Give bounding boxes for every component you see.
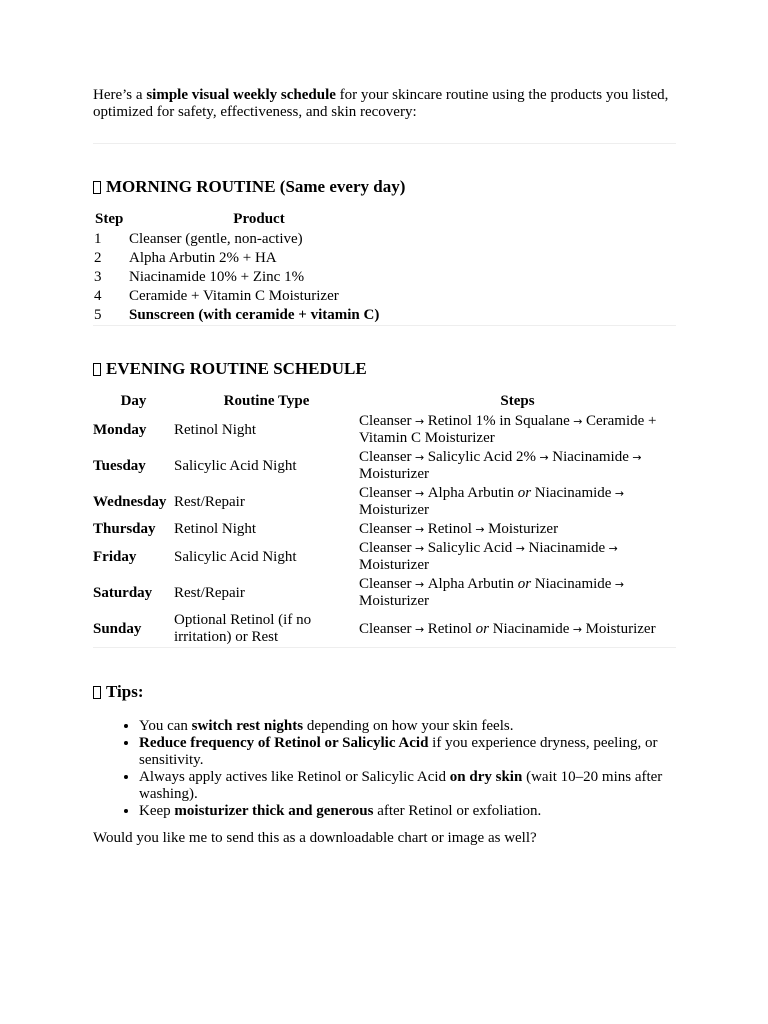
- bold-text: Reduce frequency of Retinol or Salicylic Acid: [139, 735, 429, 751]
- italic-text: or: [475, 620, 489, 637]
- morning-table: [93, 211, 389, 325]
- text-run: Niacinamide: [488, 620, 570, 637]
- text-run: Moisturizer: [359, 466, 429, 482]
- text-run: Cleanser: [359, 449, 412, 465]
- text-run: Moisturizer: [585, 620, 656, 637]
- tips-heading: [93, 682, 676, 702]
- arrow-icon: →: [411, 578, 428, 591]
- text-run: if you experience dryness, peeling, or sensitivity.: [139, 735, 658, 768]
- italic-text: or: [517, 576, 532, 592]
- table-row: [93, 268, 389, 287]
- routine-type: Rest/Repair: [174, 584, 245, 601]
- arrow-icon: →: [411, 542, 428, 555]
- text-run: Retinol: [427, 521, 472, 537]
- day-name: Sunday: [93, 620, 142, 637]
- table-row: [93, 484, 676, 520]
- routine-steps: [359, 520, 676, 539]
- arrow-icon: →: [569, 415, 586, 428]
- table-row: [93, 575, 676, 611]
- arrow-icon: →: [611, 578, 625, 591]
- text-run: Salicylic Acid: [427, 540, 513, 556]
- divider: [93, 647, 676, 648]
- list-item: [139, 718, 676, 735]
- text-run: Cleanser: [359, 540, 412, 556]
- intro-post: for your skincare routine using the products you listed, optimized for safety, effectiveness, and skin recovery:: [93, 87, 669, 120]
- text-run: Cleanser: [359, 485, 412, 501]
- text-run: Cleanser: [359, 576, 412, 592]
- intro-paragraph: [93, 87, 676, 121]
- step-number: 4: [94, 288, 102, 304]
- text-run: Niacinamide: [552, 449, 629, 465]
- missing-glyph-icon: [93, 686, 101, 699]
- arrow-icon: →: [471, 523, 489, 536]
- arrow-icon: →: [512, 542, 529, 555]
- text-run: Moisturizer: [359, 593, 429, 609]
- routine-steps: [359, 539, 676, 575]
- text-run: depending on how your skin feels.: [303, 718, 514, 734]
- intro-bold: simple visual weekly schedule: [146, 87, 336, 103]
- day-name: Monday: [93, 421, 147, 438]
- arrow-icon: →: [411, 451, 428, 464]
- text-run: Niacinamide: [531, 576, 612, 592]
- table-row: [93, 306, 389, 325]
- table-row: [93, 611, 676, 647]
- table-row: [93, 287, 389, 306]
- header-routine-type: Routine Type: [223, 393, 310, 409]
- routine-type: Rest/Repair: [174, 493, 245, 510]
- table-header-row: [93, 393, 676, 412]
- header-day: Day: [120, 393, 147, 409]
- tips-list: [93, 718, 676, 820]
- text-run: Alpha Arbutin: [427, 576, 518, 592]
- arrow-icon: →: [411, 622, 428, 636]
- day-name: Thursday: [93, 521, 156, 537]
- closing-paragraph: Would you like me to send this as a downloadable chart or image as well?: [93, 830, 537, 846]
- text-run: Salicylic Acid 2%: [427, 449, 537, 465]
- arrow-icon: →: [536, 451, 553, 464]
- product-name: Niacinamide 10% + Zinc 1%: [129, 269, 305, 285]
- text-run: Moisturizer: [488, 521, 559, 537]
- bold-text: on dry skin: [449, 769, 523, 785]
- missing-glyph-icon: [93, 363, 101, 376]
- table-row: [93, 249, 389, 268]
- divider: [93, 325, 676, 326]
- evening-heading: [93, 359, 676, 379]
- header-steps: Steps: [500, 393, 535, 409]
- italic-text: or: [517, 485, 532, 501]
- arrow-icon: →: [628, 451, 642, 464]
- routine-type: Optional Retinol (if no irritation) or Rest: [174, 612, 312, 645]
- table-row: [93, 230, 389, 249]
- text-run: Retinol 1% in Squalane: [427, 413, 570, 429]
- step-number: 1: [94, 231, 102, 247]
- arrow-icon: →: [411, 487, 428, 500]
- routine-type: Retinol Night: [174, 421, 257, 438]
- morning-heading: [93, 177, 676, 197]
- day-name: Wednesday: [93, 493, 167, 510]
- routine-type: Salicylic Acid Night: [174, 457, 297, 474]
- routine-type: Retinol Night: [174, 521, 257, 537]
- day-name: Saturday: [93, 584, 153, 601]
- list-item: [139, 735, 676, 769]
- text-run: You can: [139, 718, 192, 734]
- text-run: Ceramide + Vitamin C Moisturizer: [359, 413, 657, 446]
- routine-steps: [359, 448, 676, 484]
- arrow-icon: →: [569, 622, 586, 636]
- step-number: 5: [94, 307, 102, 323]
- step-number: 3: [94, 269, 102, 285]
- missing-glyph-icon: [93, 181, 101, 194]
- arrow-icon: →: [611, 487, 625, 500]
- document: [93, 87, 676, 847]
- routine-type: Salicylic Acid Night: [174, 548, 297, 565]
- product-name: Cleanser (gentle, non-active): [129, 231, 303, 247]
- tips-title: Tips:: [106, 682, 144, 701]
- divider: [93, 143, 676, 144]
- routine-steps: [359, 484, 676, 520]
- evening-table: [93, 393, 676, 647]
- arrow-icon: →: [605, 542, 618, 555]
- bold-text: moisturizer thick and generous: [174, 803, 374, 819]
- product-name: Ceramide + Vitamin C Moisturizer: [129, 288, 339, 304]
- day-name: Tuesday: [93, 457, 146, 474]
- text-run: Always apply actives like Retinol or Salicylic Acid: [139, 769, 450, 785]
- text-run: Retinol: [427, 620, 476, 637]
- step-number: 2: [94, 250, 102, 266]
- text-run: Cleanser: [359, 620, 412, 637]
- text-run: Moisturizer: [359, 557, 429, 573]
- table-row: [93, 539, 676, 575]
- header-step: Step: [95, 211, 124, 227]
- text-run: Alpha Arbutin: [427, 485, 518, 501]
- morning-title: MORNING ROUTINE (Same every day): [106, 177, 406, 196]
- intro-pre: Here’s a: [93, 87, 147, 103]
- arrow-icon: →: [411, 415, 428, 428]
- text-run: Niacinamide: [528, 540, 606, 556]
- product-name: Alpha Arbutin 2% + HA: [129, 250, 277, 266]
- text-run: Niacinamide: [531, 485, 612, 501]
- day-name: Friday: [93, 548, 137, 565]
- list-item: [139, 769, 676, 803]
- table-row: [93, 448, 676, 484]
- routine-steps: [359, 611, 676, 647]
- routine-steps: [359, 575, 676, 611]
- table-row: [93, 520, 676, 539]
- text-run: Keep: [139, 803, 175, 819]
- routine-steps: [359, 412, 676, 448]
- product-name: Sunscreen (with ceramide + vitamin C): [129, 307, 380, 323]
- text-run: Moisturizer: [359, 502, 429, 518]
- text-run: Cleanser: [359, 521, 412, 537]
- text-run: Cleanser: [359, 413, 412, 429]
- table-header-row: [93, 211, 389, 230]
- arrow-icon: →: [411, 523, 428, 536]
- header-product: Product: [233, 211, 285, 227]
- bold-text: switch rest nights: [191, 718, 304, 734]
- text-run: (wait 10–20 mins after washing).: [139, 769, 663, 802]
- list-item: [139, 803, 676, 820]
- evening-title: EVENING ROUTINE SCHEDULE: [106, 359, 367, 378]
- table-row: [93, 412, 676, 448]
- text-run: after Retinol or exfoliation.: [373, 803, 542, 819]
